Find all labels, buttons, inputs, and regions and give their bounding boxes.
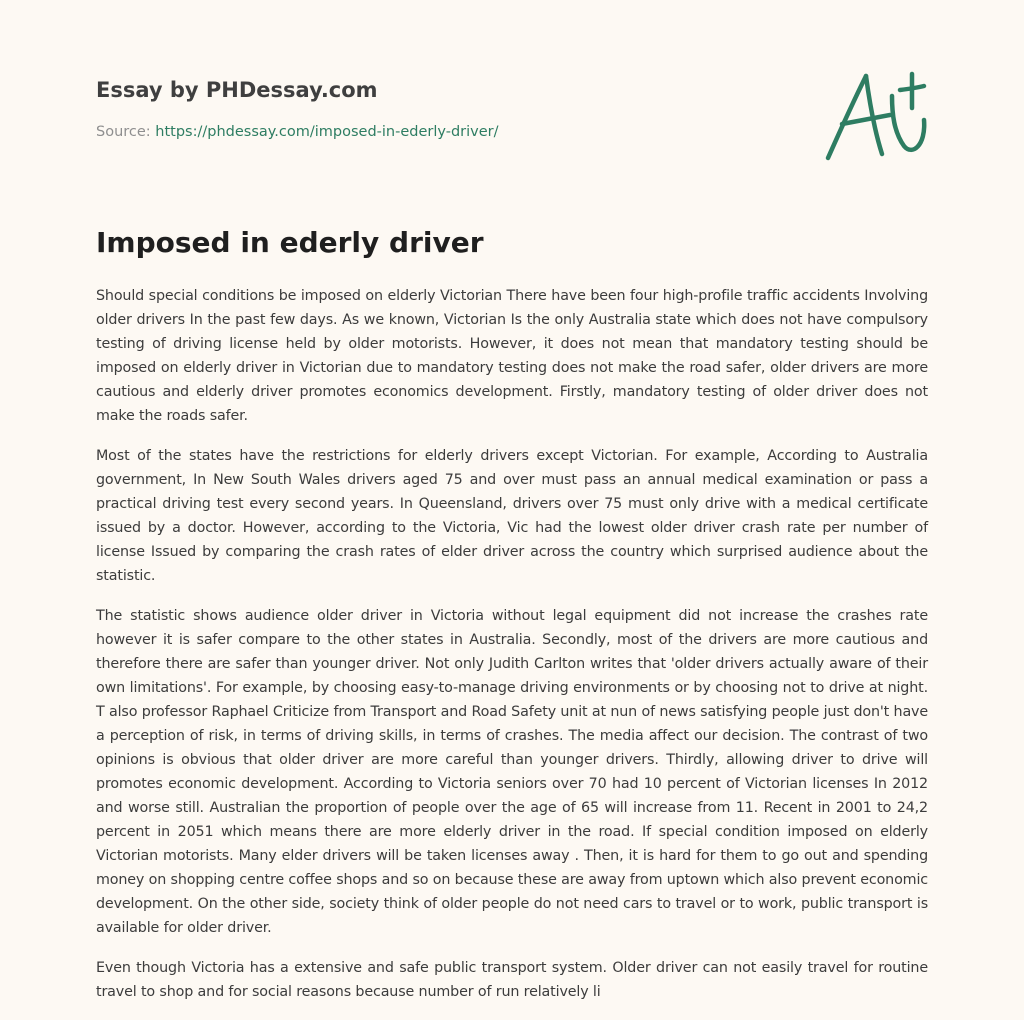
source-link[interactable]: https://phdessay.com/imposed-in-ederly-driver/ [155,124,499,140]
essay-body [96,284,928,1020]
brand-title: Essay by PHDessay.com [96,78,378,102]
source-line [96,124,499,140]
source-label: Source: [96,124,156,140]
essay-paragraph: Should special conditions be imposed on elderly Victorian There have been four high-profile traffic accidents Involving older drivers In the past few days. As we known, Victorian Is the only Australia state which does not have compulsory testing of driving license held by older motorists. However, it does not mean that mandatory testing should be imposed on elderly driver in Victorian due to mandatory testing does not make the road safer, older drivers are more cautious and elderly driver promotes economics development. Firstly, mandatory testing of older driver does not make the roads safer. [96,288,928,424]
essay-title: Imposed in ederly driver [96,226,484,259]
essay-paragraph: Most of the states have the restrictions for elderly drivers except Victorian. For example, According to Australia government, In New South Wales drivers aged 75 and over must pass an annual medical examination or pass a practical driving test every second years. In Queensland, drivers over 75 must only drive with a medical certificate issued by a doctor. However, according to the Victoria, Vic had the lowest older driver crash rate per number of license Issued by comparing the crash rates of elder driver across the country which surprised audience about the statistic. [96,448,928,584]
essay-paragraph: Even though Victoria has a extensive and safe public transport system. Older driver can not easily travel for routine travel to shop and for social reasons because number of run relatively li [96,960,928,1000]
essay-paragraph: The statistic shows audience older driver in Victoria without legal equipment did not increase the crashes rate however it is safer compare to the other states in Australia. Secondly, most of the drivers are more cautious and therefore there are safer than younger driver. Not only Judith Carlton writes that 'older drivers actually aware of their own limitations'. For example, by choosing easy-to-manage driving environments or by choosing not to drive at night. T also professor Raphael Criticize from Transport and Road Safety unit at nun of news satisfying people just don't have a perception of risk, in terms of driving skills, in terms of crashes. The media affect our decision. The contrast of two opinions is obvious that older driver are more careful than younger drivers. Thirdly, allowing driver to drive will promotes economic development. According to Victoria seniors over 70 had 10 percent of Victorian licenses In 2012 and worse still. Australian the proportion of people over the age of 65 will increase from 11. Recent in 2001 to 24,2 percent in 2051 which means there are more elderly driver in the road. If special condition imposed on elderly Victorian motorists. Many elder drivers will be taken licenses away . Then, it is hard for them to go out and spending money on shopping centre coffee shops and so on because these are away from uptown which also prevent economic development. On the other side, society think of older people do not need cars to travel or to work, public transport is available for older driver. [96,608,929,936]
a-plus-grade-icon [820,66,932,166]
